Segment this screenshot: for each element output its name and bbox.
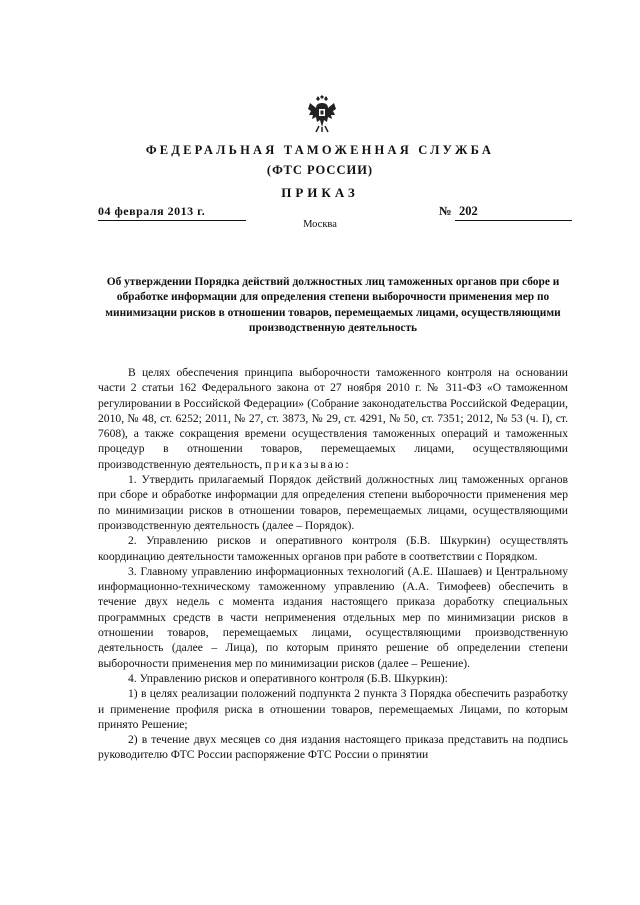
item-1: 1. Утвердить прилагаемый Порядок действий должностных лиц таможенных органов при сборе и обработке информации для определения степени выборочности применения мер по минимизации рисков в отношении товаров, перемещаемых лицами, осуществляющими производственную деятельность (далее – Порядок). — [98, 473, 568, 532]
document-type: ПРИКАЗ — [281, 185, 359, 200]
number-sign: № — [439, 204, 452, 218]
agency-short-name: (ФТС РОССИИ) — [266, 163, 374, 177]
preamble-paragraph — [98, 365, 568, 472]
order-subject: Об утверждении Порядка действий должностных лиц таможенных органов при сборе и обработке информации для определения степени выборочности применения мер по минимизации рисков в отношении товаров, перемещаемых лицами, осуществляющими производственную деятельность — [105, 276, 561, 334]
order-number: 202 — [455, 204, 572, 221]
order-date: 04 февраля 2013 г. — [98, 204, 246, 221]
item-4-1: 1) в целях реализации положений подпункта 2 пункта 3 Порядка обеспечить разработку и применение профиля риска в отношении товаров, перемещаемых Лицами, по которым принято Решение; — [98, 687, 568, 731]
preamble-text: В целях обеспечения принципа выборочности таможенного контроля на основании части 2 статьи 162 Федерального закона от 27 ноября 2010 г. № 311-ФЗ «О таможенном регулировании в Российской Федерации» (Собрание законодательства Российской Федерации, 2010, № 48, ст. 6252; 2011, № 27, ст. 3873, № 29, ст. 4291, № 50, ст. 7351; 2012, № 53 (ч. I), ст. 7608), а также сокращения времени осуществления таможенных операций и таможенных процедур в отношении товаров, перемещаемых лицами, осуществляющими производственную деятельность, — [98, 366, 568, 471]
agency-name: ФЕДЕРАЛЬНАЯ ТАМОЖЕННАЯ СЛУЖБА — [145, 143, 495, 157]
city: Москва — [303, 219, 337, 230]
command-word: приказываю: — [265, 457, 351, 471]
item-3: 3. Главному управлению информационных технологий (А.Е. Шашаев) и Центральному информационно-техническому таможенному управлению (А.А. Тимофеев) обеспечить в течение двух недель с момента издания настоящего приказа доработку специальных программных средств в части неприменения отдельных мер по минимизации рисков в отношении товаров, перемещаемых лицами, осуществляющими производственную деятельность (далее – Лица), по которым принято решение об определении степени выборочности применения мер по минимизации рисков (далее – Решение). — [98, 564, 568, 670]
item-2: 2. Управлению рисков и оперативного контроля (Б.В. Шкуркин) осуществлять координацию деятельности таможенных органов при работе в соответствии с Порядком. — [98, 534, 568, 563]
item-4: 4. Управлению рисков и оперативного контроля (Б.В. Шкуркин): — [128, 671, 448, 685]
item-4-2: 2) в течение двух месяцев со дня издания настоящего приказа представить на подпись руководителю ФТС России распоряжение ФТС России о принятии — [98, 733, 568, 762]
order-body — [98, 365, 568, 763]
double-headed-eagle-emblem-icon — [307, 95, 337, 133]
